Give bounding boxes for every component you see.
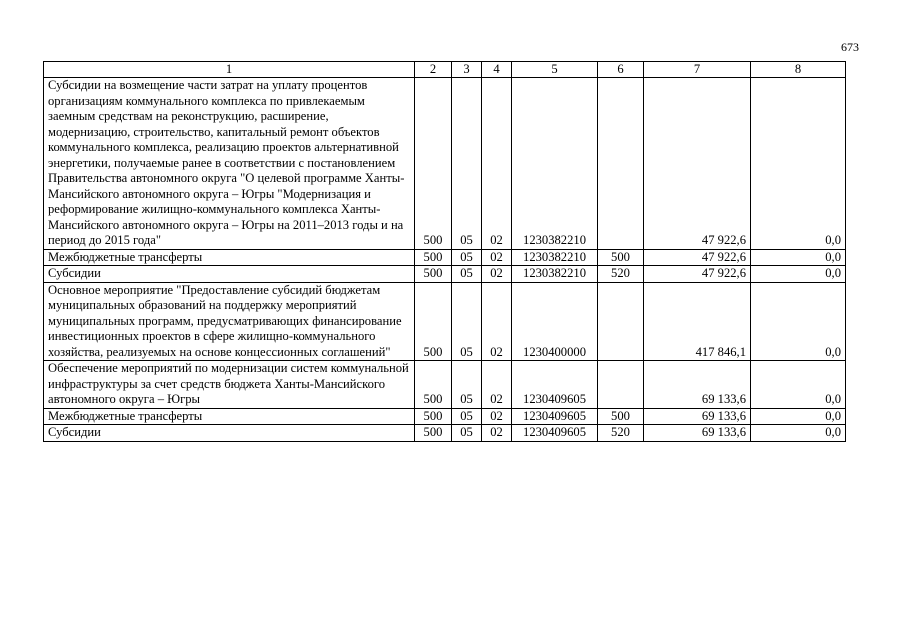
cell-col-5: 1230382210	[512, 78, 598, 250]
header-col-7: 7	[644, 62, 751, 78]
cell-col-8: 0,0	[751, 249, 846, 266]
row-name: Обеспечение мероприятий по модернизации систем коммунальной инфраструктуры за счет средств бюджета Ханты-Мансийского автономного округа – Югры	[44, 361, 415, 409]
cell-col-5: 1230400000	[512, 282, 598, 361]
cell-col-5: 1230409605	[512, 361, 598, 409]
cell-col-3: 05	[452, 361, 482, 409]
cell-col-8: 0,0	[751, 425, 846, 442]
cell-col-5: 1230382210	[512, 266, 598, 283]
header-col-8: 8	[751, 62, 846, 78]
row-name: Основное мероприятие "Предоставление субсидий бюджетам муниципальных образований на поддержку мероприятий муниципальных программ, предусматривающих финансирование инвестиционных проектов в сфере жилищно-коммунального хозяйства, реализуемых на основе концессионных соглашений"	[44, 282, 415, 361]
table-row	[44, 361, 846, 409]
cell-col-6	[598, 282, 644, 361]
row-name: Субсидии на возмещение части затрат на уплату процентов организациям коммунального комплекса по привлекаемым заемным средствам на реконструкцию, расширение, модернизацию, строительство, капитальный ремонт объектов коммунального комплекса, реализацию проектов альтернативной энергетики, получаемые ранее в соответствии с постановлением Правительства автономного округа "О целевой программе Ханты-Мансийского автономного округа – Югры "Модернизация и реформирование жилищно-коммунального комплекса Ханты-Мансийского автономного округа – Югры на 2011–2013 годы и на период до 2015 года"	[44, 78, 415, 250]
cell-col-4: 02	[482, 249, 512, 266]
cell-col-5: 1230409605	[512, 408, 598, 425]
cell-col-4: 02	[482, 361, 512, 409]
cell-col-7: 47 922,6	[644, 249, 751, 266]
cell-col-2: 500	[415, 282, 452, 361]
cell-col-3: 05	[452, 78, 482, 250]
table-row	[44, 266, 846, 283]
cell-col-7: 47 922,6	[644, 266, 751, 283]
cell-col-3: 05	[452, 282, 482, 361]
cell-col-2: 500	[415, 249, 452, 266]
cell-col-2: 500	[415, 78, 452, 250]
row-name: Субсидии	[44, 425, 415, 442]
cell-col-6: 500	[598, 249, 644, 266]
cell-col-5: 1230409605	[512, 425, 598, 442]
cell-col-3: 05	[452, 266, 482, 283]
cell-col-7: 69 133,6	[644, 408, 751, 425]
cell-col-4: 02	[482, 282, 512, 361]
cell-col-6: 520	[598, 425, 644, 442]
cell-col-6	[598, 361, 644, 409]
cell-col-3: 05	[452, 408, 482, 425]
cell-col-8: 0,0	[751, 266, 846, 283]
header-col-4: 4	[482, 62, 512, 78]
budget-table	[43, 61, 846, 442]
cell-col-7: 69 133,6	[644, 425, 751, 442]
header-row	[44, 62, 846, 78]
row-name: Межбюджетные трансферты	[44, 408, 415, 425]
table-row	[44, 249, 846, 266]
cell-col-2: 500	[415, 408, 452, 425]
cell-col-2: 500	[415, 425, 452, 442]
page-number: 673	[841, 40, 859, 54]
cell-col-4: 02	[482, 408, 512, 425]
cell-col-2: 500	[415, 361, 452, 409]
row-name: Межбюджетные трансферты	[44, 249, 415, 266]
cell-col-8: 0,0	[751, 361, 846, 409]
header-col-3: 3	[452, 62, 482, 78]
table-row	[44, 282, 846, 361]
cell-col-2: 500	[415, 266, 452, 283]
table-row	[44, 78, 846, 250]
row-name: Субсидии	[44, 266, 415, 283]
header-col-2: 2	[415, 62, 452, 78]
cell-col-6	[598, 78, 644, 250]
table-row	[44, 408, 846, 425]
cell-col-4: 02	[482, 266, 512, 283]
cell-col-8: 0,0	[751, 408, 846, 425]
cell-col-7: 69 133,6	[644, 361, 751, 409]
table-row	[44, 425, 846, 442]
header-col-6: 6	[598, 62, 644, 78]
cell-col-4: 02	[482, 78, 512, 250]
header-col-1: 1	[44, 62, 415, 78]
cell-col-8: 0,0	[751, 78, 846, 250]
cell-col-4: 02	[482, 425, 512, 442]
header-col-5: 5	[512, 62, 598, 78]
cell-col-7: 417 846,1	[644, 282, 751, 361]
cell-col-7: 47 922,6	[644, 78, 751, 250]
cell-col-3: 05	[452, 425, 482, 442]
cell-col-3: 05	[452, 249, 482, 266]
cell-col-6: 520	[598, 266, 644, 283]
cell-col-6: 500	[598, 408, 644, 425]
cell-col-8: 0,0	[751, 282, 846, 361]
cell-col-5: 1230382210	[512, 249, 598, 266]
